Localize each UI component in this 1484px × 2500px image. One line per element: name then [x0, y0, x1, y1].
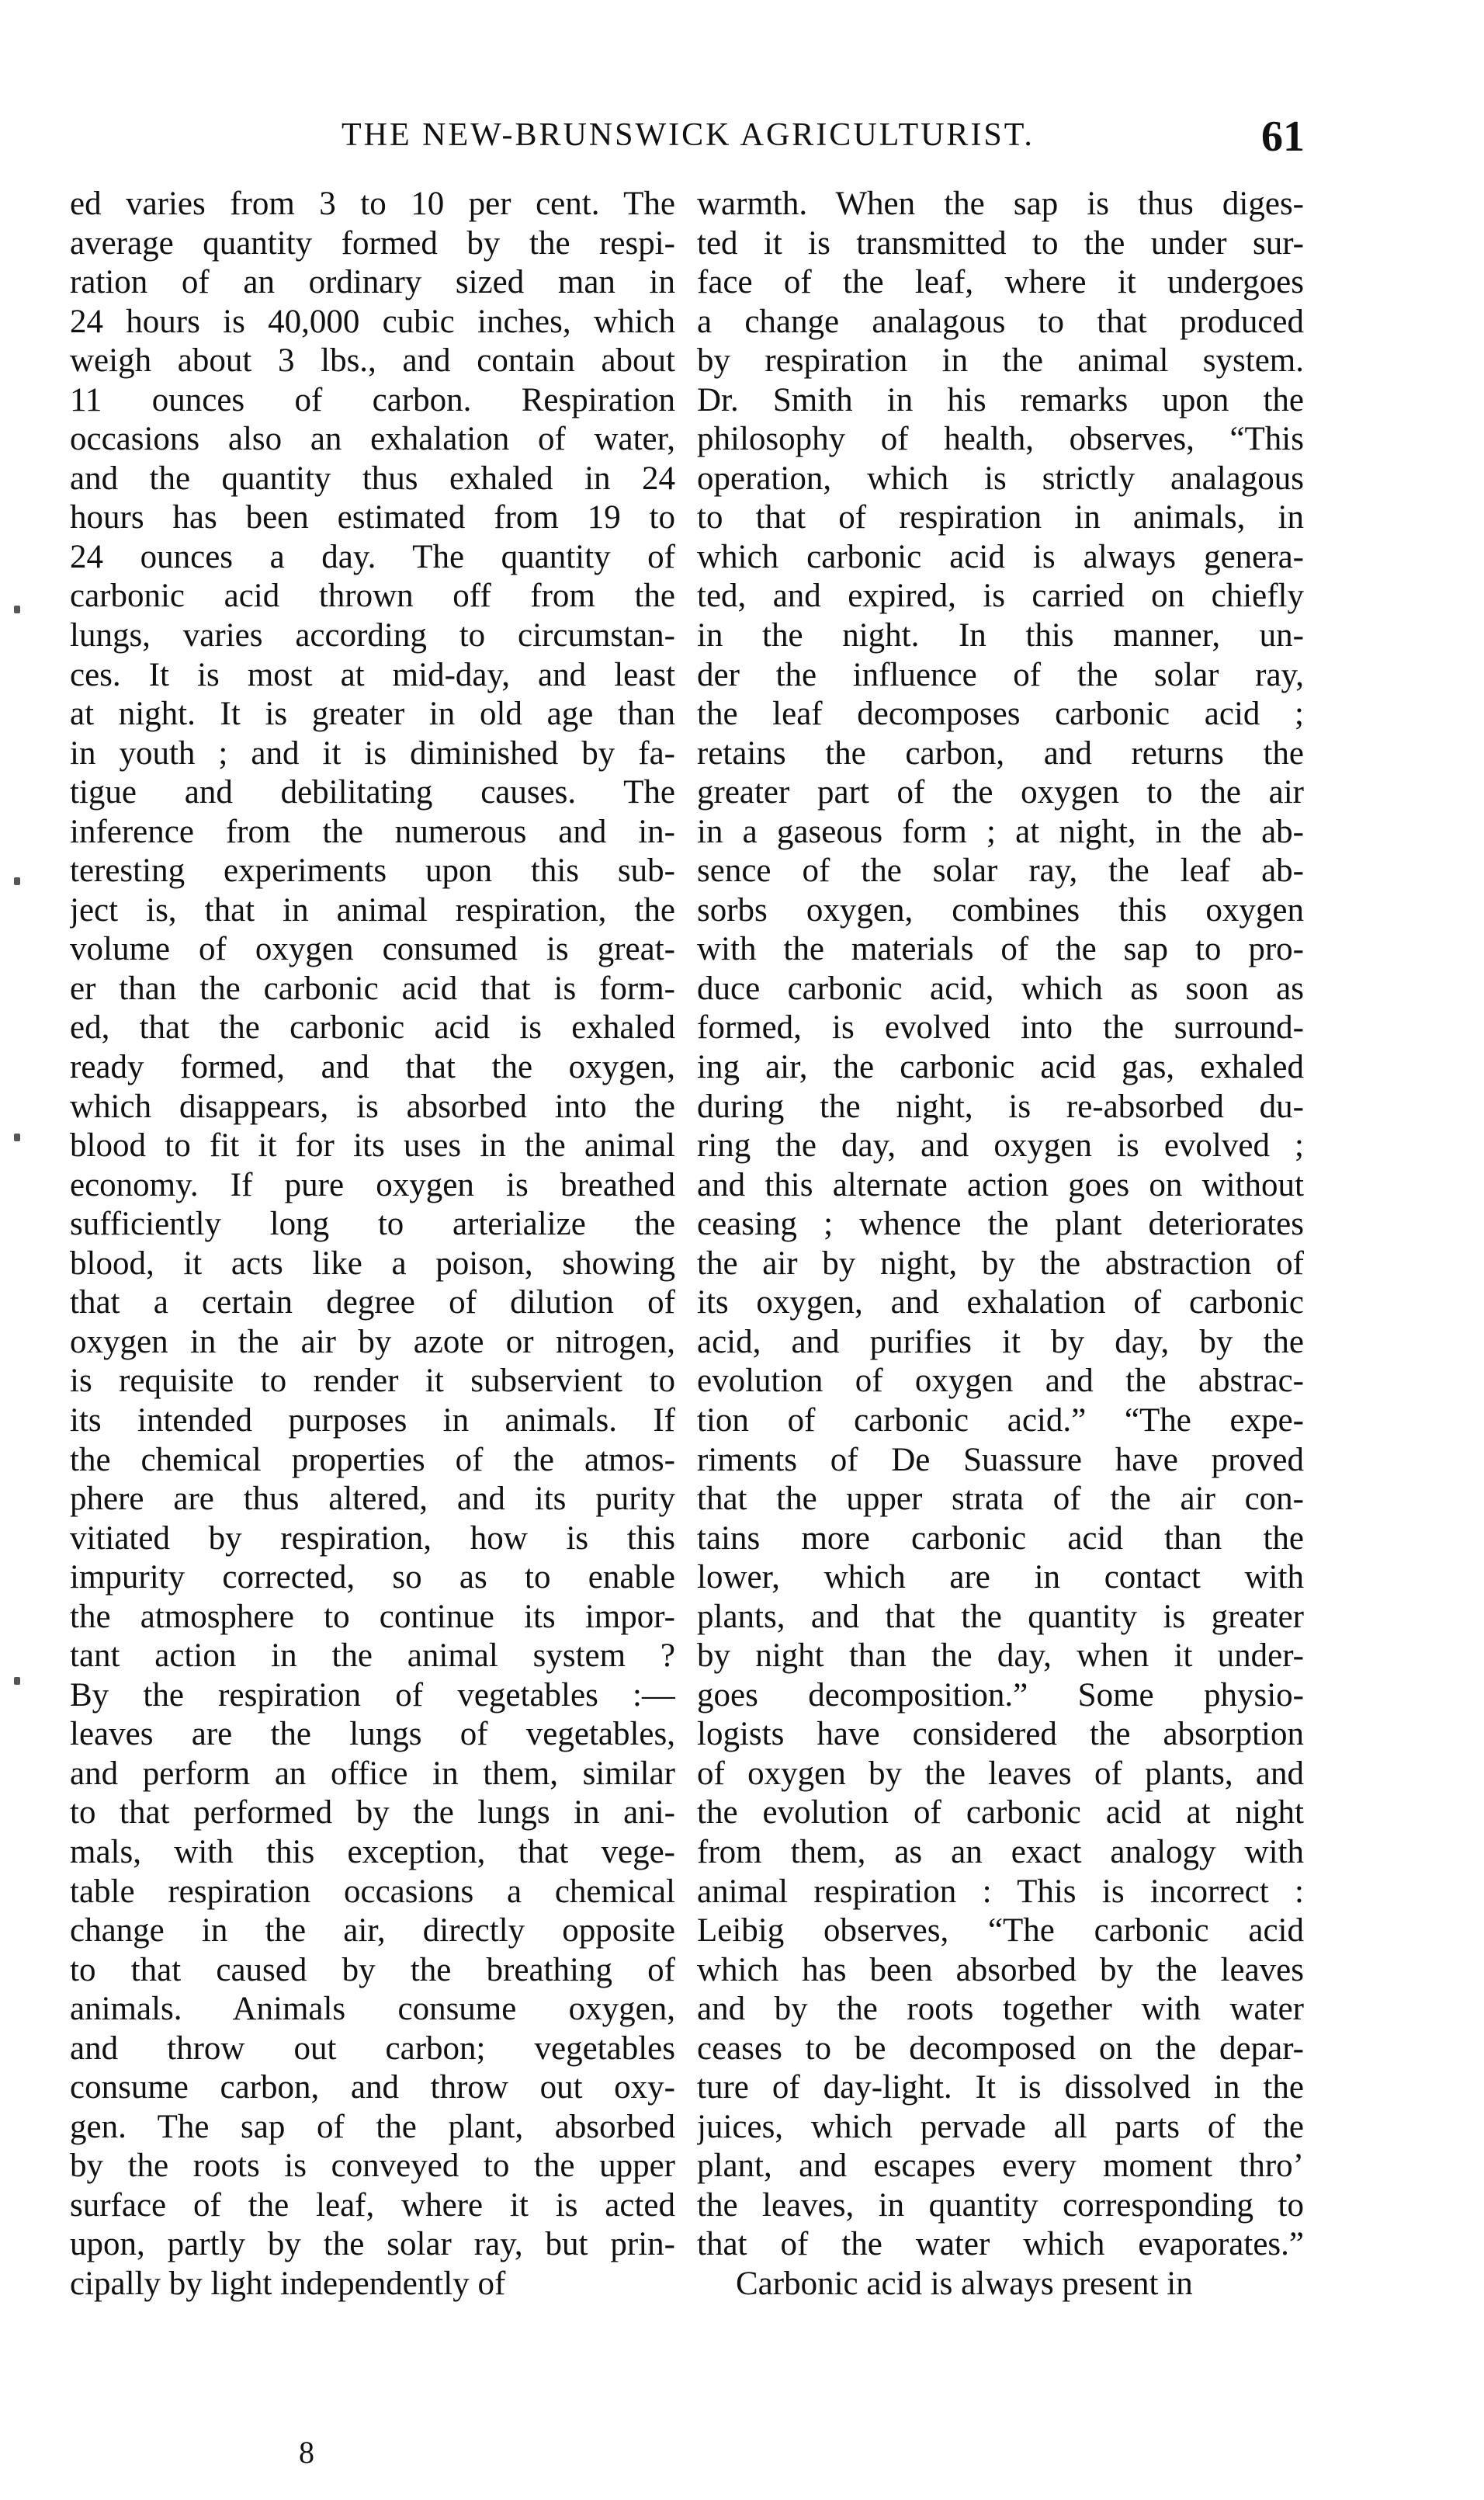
text-line: Leibig observes, “The carbonic acid	[697, 1912, 1304, 1950]
margin-speck	[14, 606, 20, 613]
text-line: to that performed by the lungs in ani-	[70, 1794, 675, 1832]
text-line: tion of carbonic acid.” “The expe-	[697, 1401, 1304, 1439]
text-line: ing air, the carbonic acid gas, exhaled	[697, 1049, 1304, 1086]
text-line: the leaf decomposes carbonic acid ;	[697, 696, 1304, 733]
text-line: at night. It is greater in old age than	[70, 696, 675, 733]
text-line: which carbonic acid is always genera-	[697, 538, 1304, 575]
text-line: upon, partly by the solar ray, but prin-	[70, 2226, 675, 2263]
text-line: ration of an ordinary sized man in	[70, 264, 675, 301]
text-line: teresting experiments upon this sub-	[70, 852, 675, 890]
text-line: animal respiration : This is incorrect :	[697, 1873, 1304, 1910]
text-line: and perform an office in them, similar	[70, 1755, 675, 1792]
left-column	[70, 185, 675, 2304]
text-line: tant action in the animal system ?	[70, 1637, 675, 1675]
text-line: formed, is evolved into the surround-	[697, 1009, 1304, 1047]
text-line: volume of oxygen consumed is great-	[70, 931, 675, 968]
text-line: face of the leaf, where it undergoes	[697, 264, 1304, 301]
text-line: by respiration in the animal system.	[697, 342, 1304, 380]
text-line: a change analagous to that produced	[697, 303, 1304, 340]
text-line: in the night. In this manner, un-	[697, 617, 1304, 655]
text-line: duce carbonic acid, which as soon as	[697, 970, 1304, 1007]
text-line: lower, which are in contact with	[697, 1559, 1304, 1596]
text-line: logists have considered the absorption	[697, 1716, 1304, 1753]
text-line: with the materials of the sap to pro-	[697, 931, 1304, 968]
text-line: sorbs oxygen, combines this oxygen	[697, 891, 1304, 929]
text-line: ed, that the carbonic acid is exhaled	[70, 1009, 675, 1047]
text-line: By the respiration of vegetables :—	[70, 1676, 675, 1714]
text-line: during the night, is re-absorbed du-	[697, 1088, 1304, 1125]
right-column	[697, 185, 1304, 2304]
text-line: blood to fit it for its uses in the animal	[70, 1127, 675, 1165]
text-line: ring the day, and oxygen is evolved ;	[697, 1127, 1304, 1165]
text-line: vitiated by respiration, how is this	[70, 1519, 675, 1557]
text-line: lungs, varies according to circumstan-	[70, 617, 675, 655]
text-line: blood, it acts like a poison, showing	[70, 1245, 675, 1282]
text-line: phere are thus altered, and its purity	[70, 1481, 675, 1518]
text-line: ready formed, and that the oxygen,	[70, 1049, 675, 1086]
margin-speck	[14, 1134, 20, 1141]
text-line: plants, and that the quantity is greater	[697, 1598, 1304, 1635]
running-head	[0, 113, 1484, 179]
text-line: the chemical properties of the atmos-	[70, 1441, 675, 1478]
text-line: plant, and escapes every moment thro’	[697, 2148, 1304, 2185]
text-line: impurity corrected, so as to enable	[70, 1559, 675, 1596]
text-line: table respiration occasions a chemical	[70, 1873, 675, 1910]
text-line: operation, which is strictly analagous	[697, 460, 1304, 497]
text-line: gen. The sap of the plant, absorbed	[70, 2108, 675, 2145]
text-line: which has been absorbed by the leaves	[697, 1951, 1304, 1988]
text-line: ted it is transmitted to the under sur-	[697, 224, 1304, 262]
text-line: leaves are the lungs of vegetables,	[70, 1716, 675, 1753]
page-number: 61	[1261, 113, 1305, 161]
text-line: its oxygen, and exhalation of carbonic	[697, 1284, 1304, 1321]
text-line: tigue and debilitating causes. The	[70, 774, 675, 811]
text-line: that of the water which evaporates.”	[697, 2226, 1304, 2263]
margin-speck	[14, 1677, 20, 1685]
text-line: 11 ounces of carbon. Respiration	[70, 381, 675, 418]
text-line: and by the roots together with water	[697, 1991, 1304, 2028]
text-line: ject is, that in animal respiration, the	[70, 891, 675, 929]
running-title: THE NEW-BRUNSWICK AGRICULTURIST.	[342, 117, 1035, 153]
text-line: economy. If pure oxygen is breathed	[70, 1166, 675, 1203]
text-line: that a certain degree of dilution of	[70, 1284, 675, 1321]
text-line: average quantity formed by the respi-	[70, 224, 675, 262]
text-line: greater part of the oxygen to the air	[697, 774, 1304, 811]
text-line: and throw out carbon; vegetables	[70, 2030, 675, 2067]
text-line: oxygen in the air by azote or nitrogen,	[70, 1323, 675, 1360]
text-line: cipally by light independently of	[70, 2265, 506, 2302]
text-line: and the quantity thus exhaled in 24	[70, 460, 675, 497]
text-line: ted, and expired, is carried on chiefly	[697, 578, 1304, 615]
text-line: riments of De Suassure have proved	[697, 1441, 1304, 1478]
text-line: tains more carbonic acid than the	[697, 1519, 1304, 1557]
text-line: warmth. When the sap is thus diges-	[697, 186, 1304, 222]
text-line: hours has been estimated from 19 to	[70, 499, 675, 536]
text-line: by the roots is conveyed to the upper	[70, 2148, 675, 2185]
text-line: ces. It is most at mid-day, and least	[70, 656, 675, 693]
text-line: by night than the day, when it under-	[697, 1637, 1304, 1675]
text-line: animals. Animals consume oxygen,	[70, 1991, 675, 2028]
text-line: in youth ; and it is diminished by fa-	[70, 734, 675, 772]
text-line: is requisite to render it subservient to	[70, 1363, 675, 1400]
text-line: which disappears, is absorbed into the	[70, 1088, 675, 1125]
text-line: the air by night, by the abstraction of	[697, 1245, 1304, 1282]
signature-mark: 8	[299, 2435, 314, 2470]
text-line: acid, and purifies it by day, by the	[697, 1323, 1304, 1360]
text-line: evolution of oxygen and the abstrac-	[697, 1363, 1304, 1400]
text-line: goes decomposition.” Some physio-	[697, 1676, 1304, 1714]
text-line: er than the carbonic acid that is form-	[70, 970, 675, 1007]
text-line: ceases to be decomposed on the depar-	[697, 2030, 1304, 2067]
text-line: 24 hours is 40,000 cubic inches, which	[70, 303, 675, 340]
text-line: and this alternate action goes on without	[697, 1166, 1304, 1203]
text-line: to that caused by the breathing of	[70, 1951, 675, 1988]
text-line: surface of the leaf, where it is acted	[70, 2186, 675, 2224]
text-line: the evolution of carbonic acid at night	[697, 1794, 1304, 1832]
text-line: occasions also an exhalation of water,	[70, 421, 675, 458]
text-line: philosophy of health, observes, “This	[697, 421, 1304, 458]
text-line: from them, as an exact analogy with	[697, 1833, 1304, 1870]
text-line: the leaves, in quantity corresponding to	[697, 2186, 1304, 2224]
text-line: ed varies from 3 to 10 per cent. The	[70, 186, 675, 222]
text-line: its intended purposes in animals. If	[70, 1401, 675, 1439]
text-line: mals, with this exception, that vege-	[70, 1833, 675, 1870]
text-line: ceasing ; whence the plant deteriorates	[697, 1206, 1304, 1243]
text-line: sufficiently long to arterialize the	[70, 1206, 675, 1243]
text-line: der the influence of the solar ray,	[697, 656, 1304, 693]
text-line: ture of day-light. It is dissolved in the	[697, 2069, 1304, 2106]
text-line: sence of the solar ray, the leaf ab-	[697, 852, 1304, 890]
text-line: of oxygen by the leaves of plants, and	[697, 1755, 1304, 1792]
text-line: that the upper strata of the air con-	[697, 1481, 1304, 1518]
text-line: Carbonic acid is always present in	[736, 2265, 1193, 2302]
text-line: retains the carbon, and returns the	[697, 734, 1304, 772]
text-line: to that of respiration in animals, in	[697, 499, 1304, 536]
text-line: 24 ounces a day. The quantity of	[70, 538, 675, 575]
text-line: carbonic acid thrown off from the	[70, 578, 675, 615]
text-line: juices, which pervade all parts of the	[697, 2108, 1304, 2145]
text-line: weigh about 3 lbs., and contain about	[70, 342, 675, 380]
text-line: Dr. Smith in his remarks upon the	[697, 381, 1304, 418]
text-line: change in the air, directly opposite	[70, 1912, 675, 1950]
text-line: in a gaseous form ; at night, in the ab-	[697, 813, 1304, 850]
margin-speck	[14, 877, 20, 885]
text-line: inference from the numerous and in-	[70, 813, 675, 850]
text-line: consume carbon, and throw out oxy-	[70, 2069, 675, 2106]
text-line: the atmosphere to continue its impor-	[70, 1598, 675, 1635]
